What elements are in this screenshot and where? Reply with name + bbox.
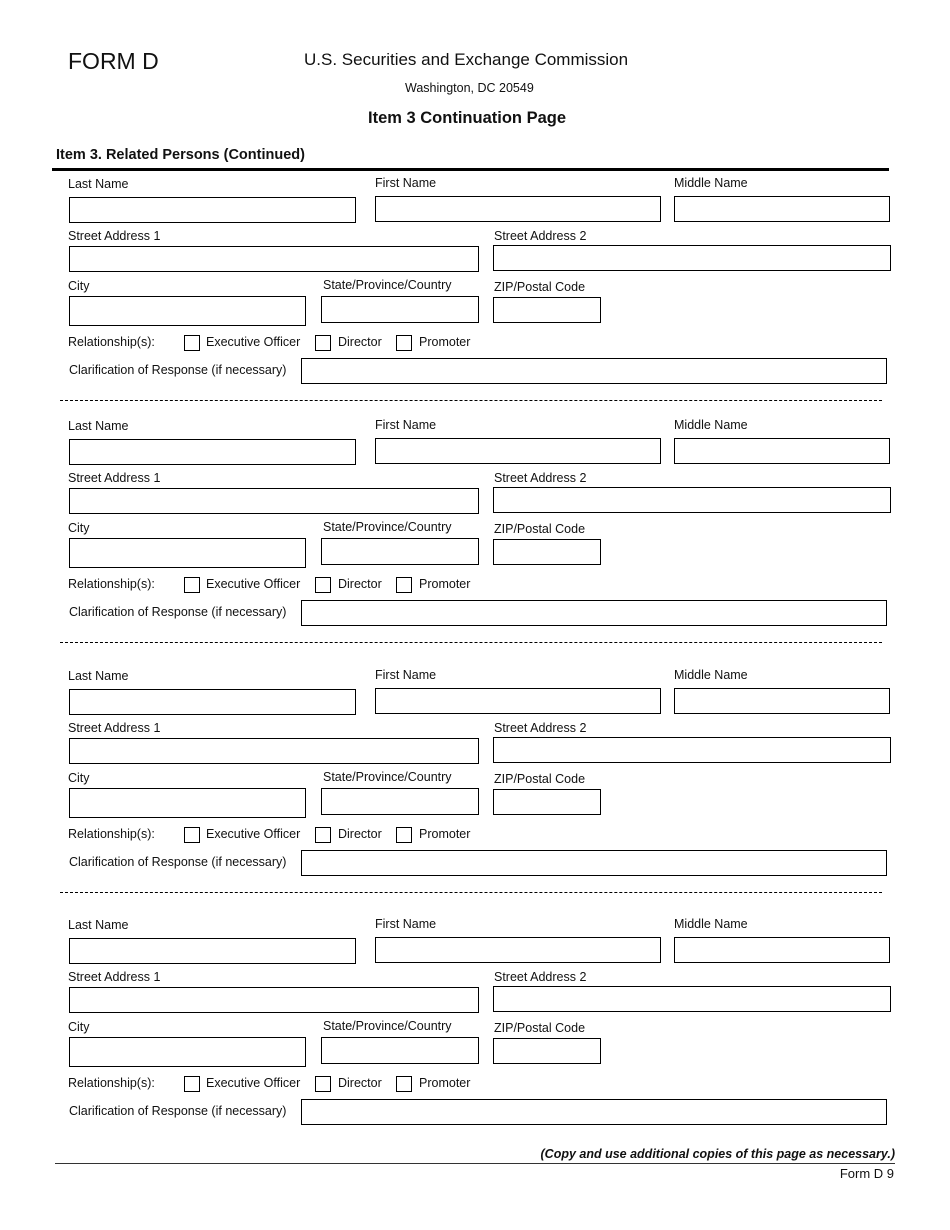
first-name-field[interactable] (375, 196, 661, 222)
street-address-1-label: Street Address 1 (68, 471, 161, 485)
middle-name-field[interactable] (674, 937, 890, 963)
first-name-label: First Name (375, 917, 437, 931)
city-field[interactable] (69, 538, 306, 568)
last-name-label: Last Name (68, 669, 129, 683)
state-label: State/Province/Country (323, 520, 452, 534)
footer-note: (Copy and use additional copies of this page as necessary.) (540, 1147, 895, 1161)
relationships-label: Relationship(s): (68, 577, 155, 591)
clarification-field[interactable] (301, 850, 887, 876)
zip-label: ZIP/Postal Code (494, 522, 586, 536)
executive-officer-label: Executive Officer (206, 577, 301, 591)
executive-officer-label: Executive Officer (206, 1076, 301, 1090)
zip-field[interactable] (493, 539, 601, 565)
director-checkbox[interactable] (315, 335, 331, 351)
promoter-checkbox[interactable] (396, 827, 412, 843)
last-name-field[interactable] (69, 938, 356, 964)
street-address-2-label: Street Address 2 (494, 229, 587, 243)
middle-name-label: Middle Name (674, 668, 748, 682)
last-name-field[interactable] (69, 197, 356, 223)
street-address-1-field[interactable] (69, 987, 479, 1013)
executive-officer-checkbox[interactable] (184, 335, 200, 351)
form-id: FORM D (68, 48, 159, 74)
street-address-2-field[interactable] (493, 487, 891, 513)
section-rule (52, 168, 889, 171)
street-address-2-label: Street Address 2 (494, 970, 587, 984)
state-field[interactable] (321, 296, 479, 323)
director-label: Director (338, 1076, 382, 1090)
state-field[interactable] (321, 788, 479, 815)
last-name-field[interactable] (69, 689, 356, 715)
director-label: Director (338, 827, 382, 841)
director-label: Director (338, 335, 382, 349)
state-field[interactable] (321, 538, 479, 565)
page-number: Form D 9 (839, 1166, 894, 1181)
zip-label: ZIP/Postal Code (494, 772, 586, 786)
middle-name-field[interactable] (674, 438, 890, 464)
first-name-label: First Name (375, 418, 437, 432)
clarification-field[interactable] (301, 358, 887, 384)
director-checkbox[interactable] (315, 1076, 331, 1092)
city-label: City (68, 1020, 90, 1034)
state-label: State/Province/Country (323, 1019, 452, 1033)
state-label: State/Province/Country (323, 770, 452, 784)
clarification-label: Clarification of Response (if necessary) (69, 1104, 287, 1118)
city-field[interactable] (69, 1037, 306, 1067)
relationships-label: Relationship(s): (68, 827, 155, 841)
zip-field[interactable] (493, 1038, 601, 1064)
promoter-label: Promoter (419, 827, 471, 841)
street-address-2-field[interactable] (493, 245, 891, 271)
middle-name-field[interactable] (674, 688, 890, 714)
director-checkbox[interactable] (315, 577, 331, 593)
executive-officer-checkbox[interactable] (184, 827, 200, 843)
agency-address: Washington, DC 20549 (405, 81, 534, 95)
city-field[interactable] (69, 788, 306, 818)
first-name-label: First Name (375, 176, 437, 190)
street-address-2-label: Street Address 2 (494, 471, 587, 485)
middle-name-label: Middle Name (674, 418, 748, 432)
city-field[interactable] (69, 296, 306, 326)
first-name-field[interactable] (375, 438, 661, 464)
clarification-label: Clarification of Response (if necessary) (69, 605, 287, 619)
agency-name: U.S. Securities and Exchange Commission (304, 50, 629, 69)
city-label: City (68, 279, 90, 293)
promoter-checkbox[interactable] (396, 1076, 412, 1092)
street-address-1-field[interactable] (69, 246, 479, 272)
executive-officer-checkbox[interactable] (184, 1076, 200, 1092)
page-title: Item 3 Continuation Page (368, 109, 567, 127)
street-address-1-label: Street Address 1 (68, 721, 161, 735)
last-name-label: Last Name (68, 177, 129, 191)
last-name-field[interactable] (69, 439, 356, 465)
executive-officer-checkbox[interactable] (184, 577, 200, 593)
zip-label: ZIP/Postal Code (494, 1021, 586, 1035)
director-checkbox[interactable] (315, 827, 331, 843)
clarification-label: Clarification of Response (if necessary) (69, 363, 287, 377)
middle-name-label: Middle Name (674, 917, 748, 931)
zip-label: ZIP/Postal Code (494, 280, 586, 294)
executive-officer-label: Executive Officer (206, 335, 301, 349)
relationships-label: Relationship(s): (68, 1076, 155, 1090)
promoter-checkbox[interactable] (396, 577, 412, 593)
street-address-1-field[interactable] (69, 488, 479, 514)
first-name-field[interactable] (375, 688, 661, 714)
street-address-1-label: Street Address 1 (68, 970, 161, 984)
zip-field[interactable] (493, 297, 601, 323)
street-address-1-label: Street Address 1 (68, 229, 161, 243)
middle-name-field[interactable] (674, 196, 890, 222)
footer-rule (55, 1163, 895, 1164)
state-label: State/Province/Country (323, 278, 452, 292)
city-label: City (68, 521, 90, 535)
city-label: City (68, 771, 90, 785)
last-name-label: Last Name (68, 918, 129, 932)
promoter-checkbox[interactable] (396, 335, 412, 351)
clarification-field[interactable] (301, 1099, 887, 1125)
clarification-field[interactable] (301, 600, 887, 626)
last-name-label: Last Name (68, 419, 129, 433)
section-divider (60, 400, 882, 401)
promoter-label: Promoter (419, 577, 471, 591)
first-name-field[interactable] (375, 937, 661, 963)
street-address-1-field[interactable] (69, 738, 479, 764)
clarification-label: Clarification of Response (if necessary) (69, 855, 287, 869)
promoter-label: Promoter (419, 335, 471, 349)
street-address-2-field[interactable] (493, 986, 891, 1012)
section-divider (60, 642, 882, 643)
zip-field[interactable] (493, 789, 601, 815)
director-label: Director (338, 577, 382, 591)
section-title: Item 3. Related Persons (Continued) (56, 147, 305, 163)
relationships-label: Relationship(s): (68, 335, 155, 349)
executive-officer-label: Executive Officer (206, 827, 301, 841)
street-address-2-field[interactable] (493, 737, 891, 763)
middle-name-label: Middle Name (674, 176, 748, 190)
section-divider (60, 892, 882, 893)
street-address-2-label: Street Address 2 (494, 721, 587, 735)
promoter-label: Promoter (419, 1076, 471, 1090)
first-name-label: First Name (375, 668, 437, 682)
state-field[interactable] (321, 1037, 479, 1064)
